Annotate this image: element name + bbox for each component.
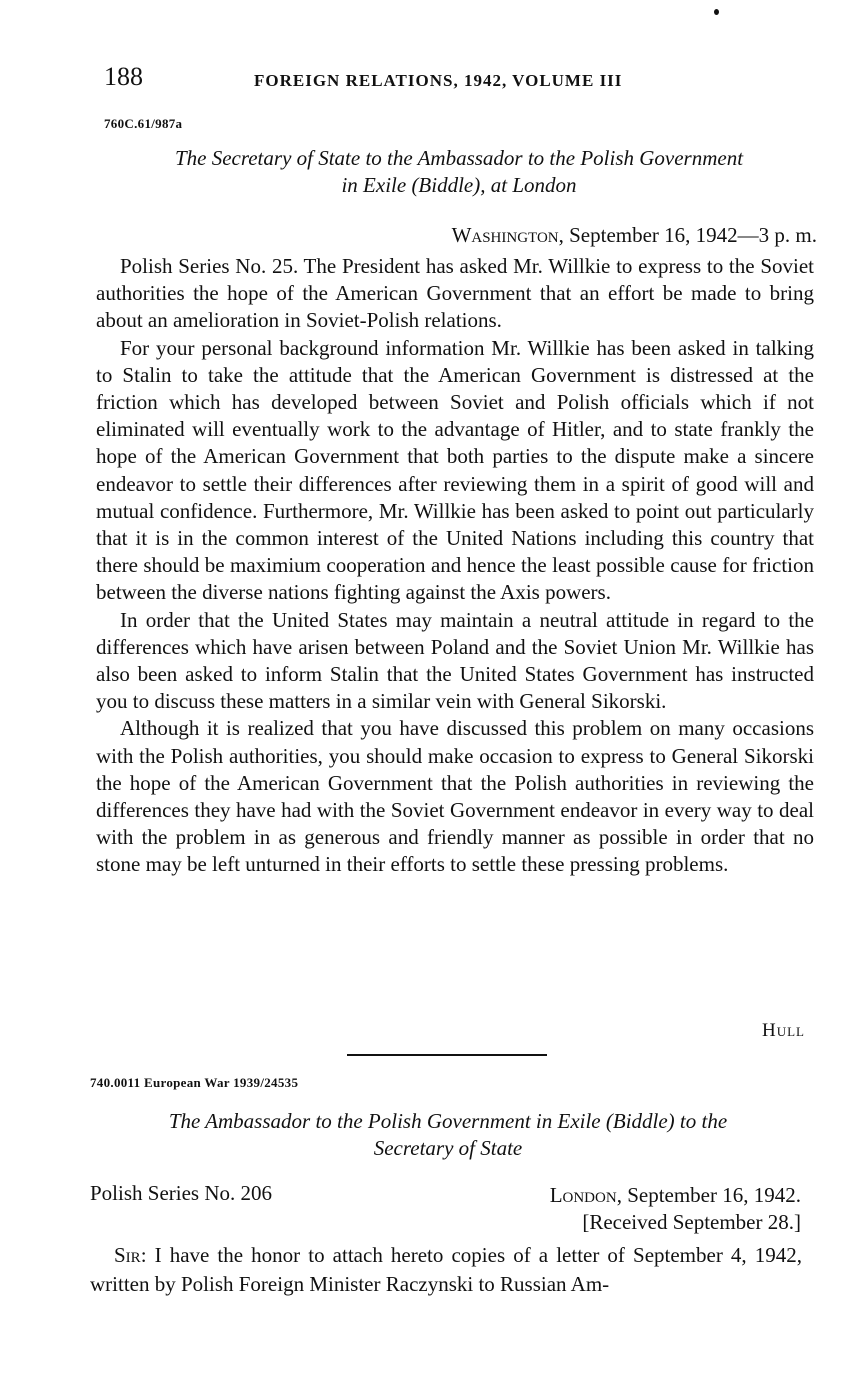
doc1-title-line1: The Secretary of State to the Ambassador to the Polish Government [174, 146, 744, 170]
doc2-title-line1: The Ambassador to the Polish Government in Exile (Biddle) to the [168, 1109, 728, 1133]
doc2-series: Polish Series No. 206 [90, 1181, 273, 1205]
doc2-dateline [550, 1183, 801, 1208]
doc2-file-number: 740.0011 European War 1939/24535 [90, 1075, 299, 1090]
doc2-paragraph-text: : I have the honor to attach hereto copies of a letter of September 4, 1942, written by Polish Foreign Minister Raczynski to Russian Am- [90, 1243, 802, 1296]
doc2-dateline-place: London [549, 1183, 617, 1207]
doc1-body [96, 253, 814, 879]
running-head [104, 62, 804, 96]
doc1-dateline-place: Washington [451, 223, 559, 247]
doc2-received: [Received September 28.] [582, 1210, 801, 1234]
doc1-paragraph-1: Polish Series No. 25. The President has asked Mr. Willkie to express to the Soviet authorities the hope of the American Government that an effort be made to bring about an amelioration in Soviet-Polish relations. [96, 254, 814, 333]
section-divider [347, 1054, 547, 1056]
doc1-file-number: 760C.61/987a [104, 116, 183, 131]
doc2-body [90, 1241, 802, 1299]
doc1-title-line2: in Exile (Biddle), at London [341, 173, 577, 197]
doc2-paragraph [90, 1241, 802, 1299]
doc1-dateline-date: , September 16, 1942—3 p. m. [558, 223, 817, 247]
doc1-signature: Hull [762, 1020, 805, 1041]
doc2-salutation: Sir [114, 1243, 141, 1267]
doc1-dateline [452, 223, 817, 248]
running-title: FOREIGN RELATIONS, 1942, VOLUME III [254, 71, 623, 90]
page-number: 188 [104, 62, 143, 91]
doc2-title [76, 1108, 820, 1162]
doc1-paragraph-3: In order that the United States may maintain a neutral attitude in regard to the differences which have arisen between Poland and the Soviet Union Mr. Willkie has also been asked to inform Stalin that the United States Government has instructed you to discuss these matters in a similar vein with General Sikorski. [96, 607, 814, 714]
doc1-paragraph-2: For your personal background information Mr. Willkie has been asked in talking to Stalin to take the attitude that the American Government is distressed at the friction which has developed between Soviet and Polish officials which if not eliminated will eventually work to the advantage of Hitler, and to state frankly the hope of the American Government that both parties to the dispute make a sincere endeavor to settle their differences after reviewing them in a spirit of good will and mutual confidence. Furthermore, Mr. Willkie has been asked to point out particularly that it is in the common interest of the United Nations including this country that there should be maximium cooperation and hence the least possible cause for friction between the diverse nations fighting against the Axis powers. [96, 335, 814, 605]
doc2-dateline-date: , September 16, 1942. [616, 1183, 801, 1207]
doc1-paragraph-4: Although it is realized that you have discussed this problem on many occasions with the Polish authorities, you should make occasion to express to General Sikorski the hope of the American Government that the Polish authorities in reviewing the differences they have had with the Soviet Government endeavor in every way to deal with the problem in as generous and friendly manner as possible in order that no stone may be left unturned in their efforts to settle these pressing problems. [96, 716, 814, 877]
doc2-title-line2: Secretary of State [373, 1136, 523, 1160]
doc1-title [90, 145, 828, 199]
print-speck [714, 9, 719, 15]
